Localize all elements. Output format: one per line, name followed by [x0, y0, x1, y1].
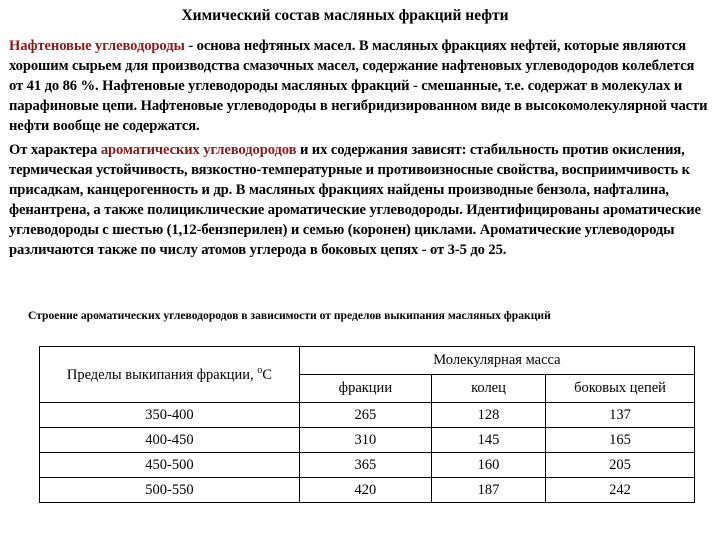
- header-boiling-range: [40, 347, 300, 403]
- table-row: [40, 403, 695, 428]
- degree-sup: о: [257, 365, 263, 377]
- paragraph-aromatic-text: и их содержания зависят: стабильность против окисления, термическая устойчивость, вязкостно-температурные и противоизносные свойства, восприимчивость к присадкам, канцерогенность и др. В масляных фракциях найдены производные бензола, нафталина, фенантрена, а также полициклические ароматические углеводороды. Идентифицированы ароматические углеводороды с шестью (1,12-бензперилен) и семью (коронен) циклами. Ароматические углеводороды различаются также по числу атомов углерода в боковых цепях - от 3-5 до 25.: [9, 142, 701, 258]
- table-row: [40, 453, 695, 478]
- table-cell: 365: [299, 453, 431, 478]
- header-molecular-mass: Молекулярная масса: [299, 347, 694, 375]
- table-cell: 420: [299, 478, 431, 503]
- table-cell: 187: [431, 478, 545, 503]
- table-cell: 500-550: [40, 478, 300, 503]
- table-cell: 128: [431, 403, 545, 428]
- table-cell: 450-500: [40, 453, 300, 478]
- table-cell: 165: [546, 428, 695, 453]
- page-title: Химический состав масляных фракций нефти: [181, 7, 509, 24]
- header-rings: колец: [431, 375, 545, 403]
- paragraph-aromatic-lead: От характера: [9, 142, 101, 158]
- header-boiling-range-label: Пределы выкипания фракции,: [66, 366, 258, 383]
- header-side-chains: боковых цепей: [546, 375, 695, 403]
- table-cell: 137: [546, 403, 695, 428]
- table-cell: 310: [299, 428, 431, 453]
- table-cell: 400-450: [40, 428, 300, 453]
- term-naphthenic: Нафтеновые углеводороды: [9, 38, 185, 54]
- header-fraction: фракции: [299, 375, 431, 403]
- table-cell: 205: [546, 453, 695, 478]
- paragraph-aromatic: [9, 140, 709, 260]
- table-row: [40, 478, 695, 503]
- paragraph-naphthenic: [9, 36, 709, 136]
- term-aromatic: ароматических углеводородов: [100, 142, 297, 158]
- table-cell: 145: [431, 428, 545, 453]
- table-row: [40, 428, 695, 453]
- table-caption: Строение ароматических углеводородов в зависимости от пределов выкипания масляных фракций: [28, 309, 551, 322]
- table-cell: 265: [299, 403, 431, 428]
- table-cell: 160: [431, 453, 545, 478]
- table-cell: 242: [546, 478, 695, 503]
- unit-celsius: С: [262, 366, 272, 383]
- table-cell: 350-400: [40, 403, 300, 428]
- table-header-row: [40, 347, 695, 375]
- paragraph-naphthenic-text: - основа нефтяных масел. В масляных фракциях нефтей, которые являются хорошим сырьем для производства смазочных масел, содержание нафтеновых углеводородов колеблется от 41 до 86 %. Нафтеновые углеводороды масляных фракций - смешанные, т.е. содержат в молекулах и парафиновые цепи. Нафтеновые углеводороды в негибридизированном виде в высокомолекулярной части нефти вообще не содержатся.: [9, 38, 708, 134]
- molecular-mass-table: [39, 346, 695, 503]
